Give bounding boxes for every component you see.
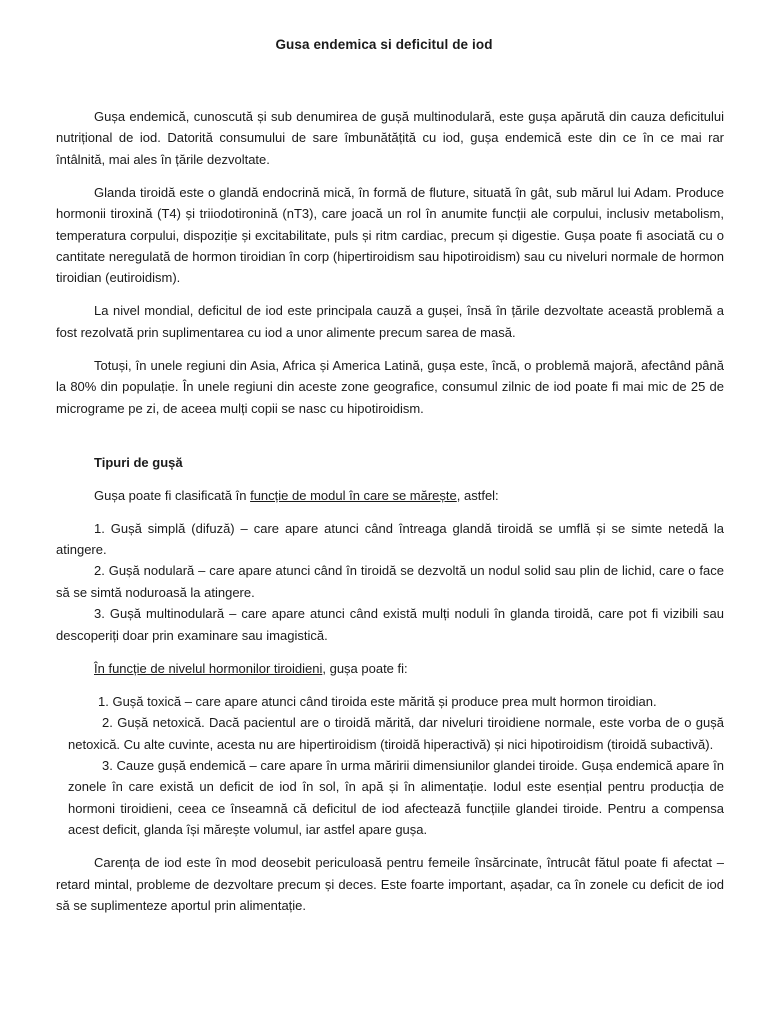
paragraph-regions: Totuși, în unele regiuni din Asia, Africa și America Latină, gușa este, încă, o problemă majoră, afectând până la 80% din populație. În unele regiuni din aceste zone geografice, consumul zilnic de iod poate fi mai mic de 25 de micrograme pe zi, de aceea mulți copii se nasc cu hipotiroidism. xyxy=(56,357,724,416)
section-spacer xyxy=(56,431,724,452)
classification-intro-before: Gușa poate fi clasificată în xyxy=(94,487,251,503)
paragraph-intro: Gușa endemică, cunoscută și sub denumirea de gușă multinodulară, este gușa apărută din cauza deficitului nutrițional de iod. Datorită consumului de sare îmbunătățită cu iod, gușa endemică este din ce în ce mai rar întâlnită, mai ales în țările dezvoltate. xyxy=(56,109,724,167)
hormone-intro xyxy=(56,658,724,679)
hormone-intro-underlined: În funcție de nivelul hormonilor tiroidieni xyxy=(94,660,323,676)
list-item: 3. Cauze gușă endemică – care apare în urma măririi dimensiunilor glandei tiroide. Gușa endemică apare în zonele în care există un deficit de iod în sol, în apă și în alimentație. Iodul este esențial pentru producția de hormoni tiroidieni, ceea ce înseamnă că deficitul de iod afectează funcțiile glandei tiroide. Pentru a compensa acest deficit, glanda își mărește volumul, iar astfel apare gușa. xyxy=(68,757,724,838)
list-item: 3. Gușă multinodulară – care apare atunci când există mulți noduli în glanda tiroidă, care pot fi vizibili sau descoperiți doar prin examinare sau imagistică. xyxy=(56,606,724,643)
section-heading: Tipuri de gușă xyxy=(94,454,183,470)
paragraph-global-deficit: La nivel mondial, deficitul de iod este principala cauză a gușei, însă în țările dezvoltate această problemă a fost rezolvată prin suplimentarea cu iod a unor alimente precum sarea de masă. xyxy=(56,303,724,340)
document-title: Gusa endemica si deficitul de iod xyxy=(275,37,493,52)
list-item: 1. Gușă simplă (difuză) – care apare atunci când întreaga glandă tiroidă se umflă și se simte netedă la atingere. xyxy=(56,520,724,558)
document-body xyxy=(56,106,724,928)
paragraph-thyroid: Glanda tiroidă este o glandă endocrină mică, în formă de fluture, situată în gât, sub mărul lui Adam. Produce hormonii tiroxină (T4) și triiodotironină (nT3), care joacă un rol în anumite funcții ale corpului, inclusiv metabolism, temperatura corpului, dispoziție și excitabilitate, puls și ritm cardiac, precum și digestie. Gușa poate fi asociată cu o cantitate neregulată de hormon tiroidian în corp (hipertiroidism sau hipotiroidism) sau cu niveluri normale de hormon tiroidian (eutiroidism). xyxy=(56,184,724,286)
classification-intro-underlined: funcție de modul în care se mărește xyxy=(250,487,457,503)
list-item: 2. Gușă netoxică. Dacă pacientul are o tiroidă mărită, dar niveluri tiroidiene normale, este vorba de o gușă netoxică. Cu alte cuvinte, acesta nu are hipertiroidism (tiroidă hiperactivă) și nici hipotiroidism (tiroidă subactivă). xyxy=(68,715,724,752)
classification-intro-after: , astfel: xyxy=(456,487,499,503)
list-item: 1. Gușă toxică – care apare atunci când tiroida este mărită și produce prea mult hormon tiroidian. xyxy=(98,693,657,709)
hormone-type-list xyxy=(68,691,724,841)
hormone-intro-after: , gușa poate fi: xyxy=(322,660,408,676)
classification-intro xyxy=(56,485,724,506)
list-item: 2. Gușă nodulară – care apare atunci când în tiroidă se dezvoltă un nodul solid sau plin de lichid, care o face să se simtă noduroasă la atingere. xyxy=(56,563,724,600)
paragraph-closing: Carența de iod este în mod deosebit periculoasă pentru femeile însărcinate, întrucât fătul poate fi afectat – retard mintal, probleme de dezvoltare precum și deces. Este foarte important, așadar, ca în zonele cu deficit de iod să se suplimenteze aportul prin alimentație. xyxy=(56,855,724,913)
growth-type-list xyxy=(56,518,724,646)
